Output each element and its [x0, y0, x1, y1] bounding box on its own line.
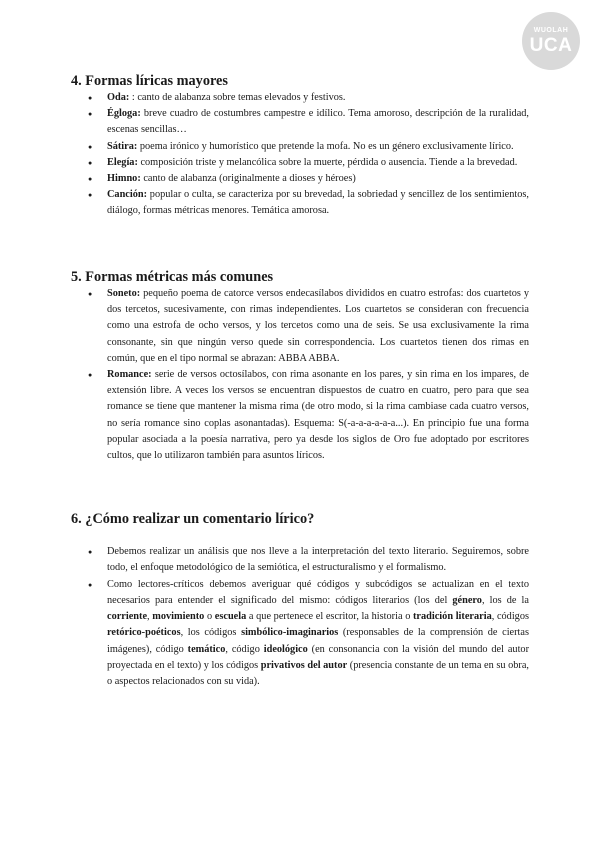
- list-item-cancion: ● Canción: popular o culta, se caracteriza por su brevedad, la sobriedad y sencillez de los sentimientos, diálogo, formas métricas menores. Temática amorosa.: [0, 187, 600, 219]
- list-item-analisis: ● Debemos realizar un análisis que nos lleve a la interpretación del texto literario. Seguiremos, sobre todo, el enfoque metodológico de la semiótica, el estructuralismo y el formalismo.: [0, 544, 600, 577]
- section-6-list: [0, 544, 600, 691]
- list-item-romance: ● Romance: serie de versos octosílabos, con rima asonante en los pares, y sin rima en los impares, de extensión libre. A veces los versos se encuentran dispuestos de cuatro en cuatro, pero para que sea romance se tiene que mantener la misma rima (de otro modo, si la rima cambiase cada cuatro versos, no sería romance sino coplas asonantadas). Esquema: S(-a-a-a-a-a-a...). En principio fue una forma popular asociada a la poesía narrativa, pero ya desde los siglos de Oro fue adoptado por escritores cultos, que lo utilizaron también para asuntos líricos.: [0, 367, 600, 464]
- list-item-soneto: ● Soneto: pequeño poema de catorce versos endecasílabos divididos en cuatro estrofas: dos cuartetos y dos tercetos, sucesivamente, con rimas independientes. Los cuartetos se consideran con frecuencia como una estrofa de ocho versos, y los tercetos como una de seis. Se usa exclusivamente la rima consonante, sin que ningún verso quede sin correspondencia. Los cuartetos tienen dos rimas en común, que en el tipo normal se abrazan: ABBA ABBA.: [0, 286, 600, 367]
- list-item-satira: ● Sátira: poema irónico y humorístico que pretende la mofa. No es un género exclusivamente lírico.: [0, 139, 600, 155]
- list-item-oda: ● Oda: : canto de alabanza sobre temas elevados y festivos.: [0, 90, 600, 106]
- logo-main-text: UCA: [529, 35, 573, 56]
- logo-top-text: WUOLAH: [533, 27, 569, 34]
- section-4-heading: 4. Formas líricas mayores: [71, 73, 228, 89]
- list-item-codigos: ● Como lectores-críticos debemos averiguar qué códigos y subcódigos se actualizan en el texto necesarios para entender el significado del mismo: códigos literarios (los del género, los de la corriente, movimiento o escuela a que pertenece el escritor, la historia o tradición literaria, códigos retórico-poéticos, los códigos simbólico-imaginarios (responsables de la comprensión de ciertas imágenes), código temático, código ideológico (en consonancia con la visión del mundo del autor proyectada en el texto) y los códigos privativos del autor (presencia constante de un tema en su obra, o aspectos relacionados con su vida).: [0, 577, 600, 691]
- section-6-heading: 6. ¿Cómo realizar un comentario lírico?: [71, 511, 315, 527]
- section-4-list: [0, 90, 600, 220]
- wuolah-logo: [522, 12, 580, 70]
- list-item-elegia: ● Elegía: composición triste y melancólica sobre la muerte, pérdida o ausencia. Tiende a la brevedad.: [0, 155, 600, 171]
- section-5-heading: 5. Formas métricas más comunes: [71, 269, 274, 285]
- list-item-egloga: ● Égloga: breve cuadro de costumbres campestre e idílico. Tema amoroso, descripción de la ruralidad, escenas sencillas…: [0, 106, 600, 138]
- list-item-himno: ● Himno: canto de alabanza (originalmente a dioses y héroes): [0, 171, 600, 187]
- section-5-list: [0, 286, 600, 464]
